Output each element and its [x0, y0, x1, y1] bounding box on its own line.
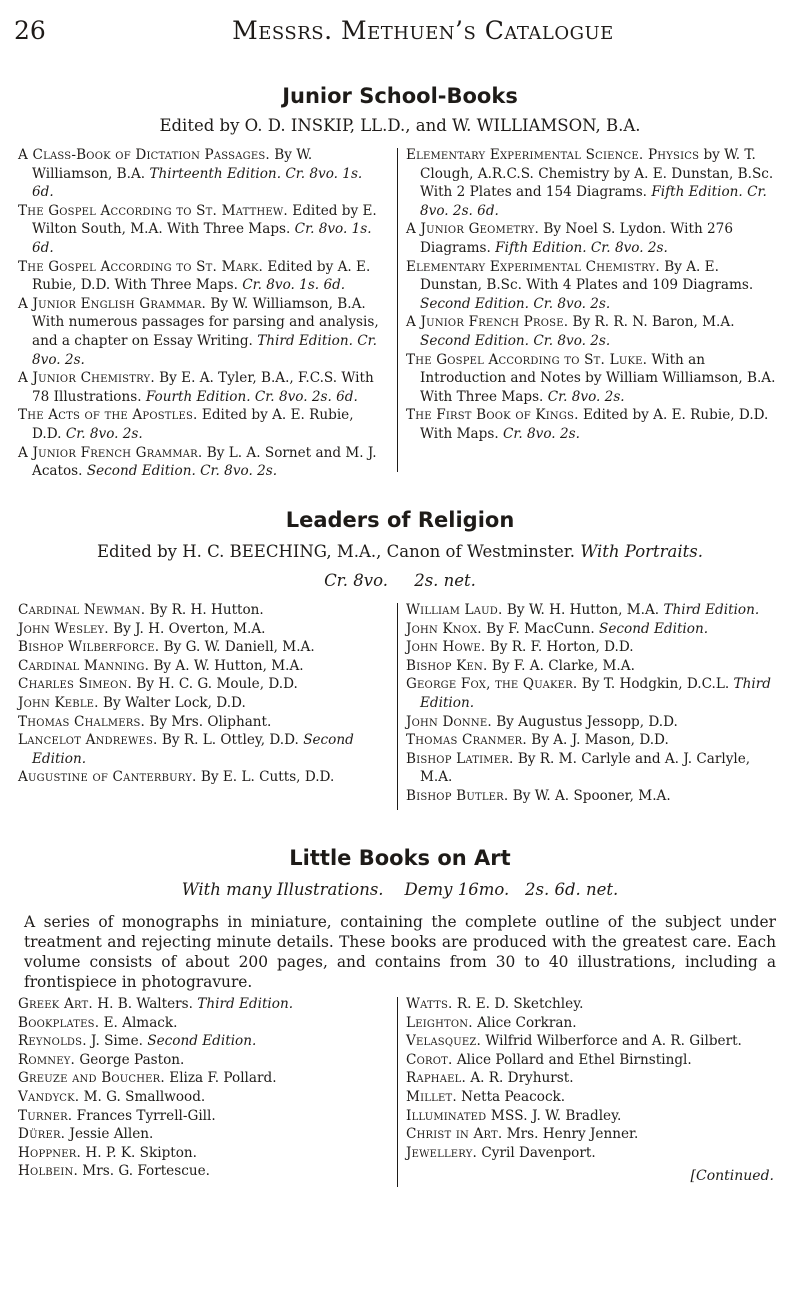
leaders-format-line — [0, 571, 800, 590]
entry-title: Greuze and Boucher. — [18, 1070, 165, 1087]
entry-details: Edited by A. E. Rubie, D.D. — [32, 407, 354, 442]
entry-title: The First Book of Kings. — [406, 407, 579, 424]
entry-price: Cr. 8vo. 2s. 6d. — [420, 184, 767, 219]
catalogue-entry — [406, 787, 778, 806]
entry-details: By J. H. Overton, M.A. — [113, 620, 266, 637]
entry-title: A Junior Geometry. — [406, 221, 540, 238]
entry-details: H. P. K. Skipton. — [85, 1144, 197, 1161]
entry-details: By Walter Lock, D.D. — [103, 694, 246, 711]
catalogue-entry — [18, 694, 386, 713]
entry-title: Watts. — [406, 996, 453, 1012]
entry-details: By E. A. Tyler, B.A., F.C.S. With 78 Illustrations. — [32, 370, 374, 405]
catalogue-entry — [18, 995, 386, 1014]
entry-edition: Second Edition. — [147, 1033, 257, 1050]
entry-details: By L. A. Sornet and M. J. Acatos. — [32, 444, 377, 480]
catalogue-entry — [406, 601, 778, 620]
entry-edition: Fifth Edition. — [495, 239, 587, 256]
junior-right-column — [406, 146, 778, 444]
section-subtitle-junior-school-books: Edited by O. D. INSKIP, LL.D., and W. WILLIAMSON, B.A. — [159, 116, 641, 135]
entry-title: The Acts of the Apostles. — [18, 407, 198, 424]
entry-details: By T. Hodgkin, D.C.L. — [581, 676, 730, 693]
catalogue-entry — [406, 1014, 778, 1033]
leaders-format: Cr. 8vo. — [324, 571, 388, 590]
catalogue-entry — [18, 146, 386, 202]
entry-details: Frances Tyrrell-Gill. — [76, 1107, 216, 1124]
entry-title: Bishop Ken. — [406, 657, 488, 674]
entry-details: By R. M. Carlyle and A. J. Carlyle, M.A. — [420, 750, 751, 786]
catalogue-entry — [406, 1069, 778, 1088]
entry-title: John Knox. — [406, 620, 482, 637]
entry-title: John Howe. — [406, 639, 486, 656]
catalogue-entry — [18, 202, 386, 258]
entry-title: Velasquez. — [406, 1033, 482, 1050]
entry-price: Cr. 8vo. 1s. 6d. — [242, 277, 346, 294]
catalogue-entry — [406, 995, 778, 1014]
catalogue-entry — [18, 731, 386, 768]
entry-edition: Second Edition. — [420, 332, 529, 349]
entry-title: Jewellery. — [406, 1144, 478, 1161]
entry-title: John Wesley. — [18, 620, 109, 637]
entry-title: Holbein. — [18, 1163, 78, 1180]
entry-details: By G. W. Daniell, M.A. — [163, 639, 315, 656]
entry-title: Thomas Chalmers. — [18, 713, 146, 730]
entry-title: Turner. — [18, 1107, 73, 1124]
entry-details: By A. E. Dunstan, B.Sc. With 4 Plates and 109 Diagrams. — [420, 258, 754, 294]
catalogue-entry — [406, 1088, 778, 1107]
entry-title: Leighton. — [406, 1014, 473, 1031]
entry-title: Reynolds. — [18, 1033, 87, 1050]
catalogue-entry — [18, 295, 386, 369]
entry-title: The Gospel According to St. Mark. — [18, 258, 264, 275]
entry-title: A Junior French Grammar. — [18, 444, 203, 461]
entry-title: Thomas Cranmer. — [406, 732, 527, 749]
catalogue-entry — [406, 713, 778, 732]
entry-details: Cyril Davenport. — [481, 1144, 596, 1161]
entry-title: Charles Simeon. — [18, 676, 133, 693]
leaders-portraits: With Portraits. — [580, 542, 703, 561]
entry-price: Cr. 8vo. 1s. 6d. — [32, 221, 372, 256]
entry-edition: Fourth Edition. — [145, 388, 251, 405]
entry-details: J. W. Bradley. — [532, 1107, 622, 1124]
entry-title: John Keble. — [18, 694, 99, 711]
catalogue-entry — [406, 351, 778, 407]
entry-title: Bishop Latimer. — [406, 750, 514, 767]
continued-note: [Continued. — [690, 1168, 774, 1184]
entry-details: By E. L. Cutts, D.D. — [200, 769, 335, 786]
entry-title: A Junior English Grammar. — [18, 295, 207, 312]
catalogue-entry — [18, 1014, 386, 1033]
catalogue-entry — [18, 768, 386, 787]
entry-title: Raphael. — [406, 1070, 466, 1087]
catalogue-entry — [406, 313, 778, 350]
entry-title: A Class-Book of Dictation Passages. — [18, 147, 270, 163]
entry-title: William Laud. — [406, 602, 503, 618]
catalogue-entry — [18, 1144, 386, 1163]
entry-edition: Second Edition. — [32, 732, 354, 767]
entry-details: George Paston. — [79, 1051, 185, 1068]
running-title: Messrs. Methuen’s Catalogue — [232, 16, 614, 45]
catalogue-entry — [18, 1088, 386, 1107]
catalogue-entry — [18, 1107, 386, 1126]
entry-title: George Fox, the Quaker. — [406, 676, 578, 693]
entry-price: Cr. 8vo. 2s. — [533, 295, 611, 312]
entry-edition: Third Edition. — [663, 602, 760, 618]
entry-title: Hoppner. — [18, 1144, 82, 1161]
entry-details: With an Introduction and Notes by William Williamson, B.A. With Three Maps. — [420, 351, 776, 405]
catalogue-entry — [406, 675, 778, 712]
entry-title: Elementary Experimental Science. Physics — [406, 147, 700, 163]
leaders-left-column — [18, 601, 386, 787]
junior-left-column — [18, 146, 386, 481]
entry-details: By H. C. G. Moule, D.D. — [136, 676, 298, 693]
entry-title: Illuminated MSS. — [406, 1107, 528, 1124]
entry-details: Wilfrid Wilberforce and A. R. Gilbert. — [485, 1033, 742, 1050]
entry-title: Dürer. — [18, 1126, 66, 1143]
entry-title: Vandyck. — [18, 1088, 80, 1105]
entry-details: H. B. Walters. — [97, 996, 193, 1012]
entry-details: Edited by A. E. Rubie, D.D. With Three Maps. — [32, 258, 371, 294]
catalogue-entry — [18, 1032, 386, 1051]
running-head — [14, 14, 780, 50]
entry-title: Cardinal Manning. — [18, 657, 150, 674]
entry-details: Mrs. Henry Jenner. — [506, 1126, 639, 1143]
entry-title: A Junior French Prose. — [406, 314, 569, 331]
catalogue-entry — [406, 657, 778, 676]
entry-details: By W. A. Spooner, M.A. — [512, 787, 671, 804]
catalogue-entry — [18, 601, 386, 620]
entry-title: A Junior Chemistry. — [18, 370, 155, 387]
entry-title: Bishop Butler. — [406, 787, 509, 804]
section-title-little-books-on-art: Little Books on Art — [289, 846, 511, 870]
catalogue-entry — [406, 146, 778, 220]
entry-details: Netta Peacock. — [461, 1088, 566, 1105]
entry-details: By R. H. Hutton. — [149, 602, 264, 618]
entry-price: Cr. 8vo. 2s. 6d. — [254, 388, 358, 405]
entry-title: Romney. — [18, 1051, 76, 1068]
entry-edition: Third Edition. — [197, 996, 294, 1012]
catalogue-entry — [406, 1032, 778, 1051]
entry-title: John Donne. — [406, 713, 492, 730]
catalogue-entry — [406, 638, 778, 657]
entry-price: Cr. 8vo. 2s. — [502, 425, 580, 442]
column-divider — [397, 148, 398, 472]
catalogue-entry — [406, 750, 778, 787]
entry-details: By W. Williamson, B.A. — [32, 147, 313, 182]
entry-details: M. G. Smallwood. — [83, 1088, 206, 1105]
entry-edition: Second Edition. — [420, 295, 529, 312]
entry-details: By Noel S. Lydon. With 276 Diagrams. — [420, 221, 733, 256]
entry-edition: Fifth Edition. — [651, 184, 743, 201]
page-number: 26 — [14, 16, 46, 45]
entry-details: Mrs. G. Fortescue. — [82, 1163, 210, 1180]
catalogue-entry — [406, 620, 778, 639]
entry-title: Bookplates. — [18, 1014, 100, 1031]
catalogue-entry — [18, 1051, 386, 1070]
catalogue-entry — [406, 406, 778, 443]
leaders-right-column — [406, 601, 778, 806]
column-divider — [397, 603, 398, 810]
art-series-description: A series of monographs in miniature, containing the complete outline of the subject under treatment and rejecting minute details. These books are produced with the greatest care. Each volume consists of about 200 pages, and contains from 30 to 40 illustrations, including a frontispiece in photogravure. — [24, 913, 776, 991]
entry-details: By A. W. Hutton, M.A. — [153, 657, 304, 674]
entry-details: Edited by E. Wilton South, M.A. With Three Maps. — [32, 202, 377, 238]
catalogue-entry — [18, 1069, 386, 1088]
entry-price: Cr. 8vo. 2s. — [65, 425, 143, 442]
catalogue-entry — [18, 406, 386, 443]
catalogue-entry — [406, 1125, 778, 1144]
catalogue-entry — [18, 1162, 386, 1181]
art-price: 2s. 6d. net. — [525, 880, 619, 899]
entry-edition: Second Edition. — [86, 463, 196, 480]
entry-details: Edited by A. E. Rubie, D.D. With Maps. — [420, 407, 769, 442]
entry-details: By R. R. N. Baron, M.A. — [572, 314, 735, 331]
catalogue-entry — [406, 220, 778, 257]
catalogue-entry — [18, 369, 386, 406]
entry-price: Cr. 8vo. 2s. — [547, 388, 625, 405]
art-right-column — [406, 995, 778, 1162]
column-divider — [397, 997, 398, 1187]
entry-title: Augustine of Canterbury. — [18, 769, 197, 786]
entry-details: By R. F. Horton, D.D. — [489, 639, 634, 656]
leaders-editor: Edited by H. C. BEECHING, M.A., Canon of Westminster. — [96, 542, 576, 561]
entry-title: Lancelot Andrewes. — [18, 732, 158, 749]
entry-title: Corot. — [406, 1051, 453, 1068]
entry-title: Millet. — [406, 1088, 457, 1105]
entry-title: Cardinal Newman. — [18, 602, 146, 618]
art-illustrations: With many Illustrations. — [181, 880, 384, 899]
entry-title: Elementary Experimental Chemistry. — [406, 258, 660, 275]
art-left-column — [18, 995, 386, 1181]
catalogue-entry — [18, 620, 386, 639]
entry-details: Alice Pollard and Ethel Birnstingl. — [456, 1051, 692, 1068]
entry-details: By Mrs. Oliphant. — [149, 713, 272, 730]
entry-title: Greek Art. — [18, 996, 93, 1012]
entry-details: By W. H. Hutton, M.A. — [506, 602, 660, 618]
entry-price: Cr. 8vo. 2s. — [533, 332, 611, 349]
entry-details: By R. L. Ottley, D.D. — [161, 732, 299, 749]
art-format: Demy 16mo. — [404, 880, 510, 899]
entry-details: R. E. D. Sketchley. — [456, 996, 584, 1012]
catalogue-entry — [18, 675, 386, 694]
entry-details: By W. Williamson, B.A. With numerous passages for parsing and analysis, and a chapter on Essay Writing. — [32, 295, 379, 349]
catalogue-entry — [18, 258, 386, 295]
catalogue-entry — [18, 713, 386, 732]
entry-title: Bishop Wilberforce. — [18, 639, 160, 656]
entry-price: Cr. 8vo. 1s. 6d. — [32, 165, 363, 201]
entry-title: The Gospel According to St. Matthew. — [18, 202, 288, 219]
entry-details: Jessie Allen. — [69, 1126, 154, 1143]
catalogue-entry — [406, 731, 778, 750]
section-title-leaders-of-religion: Leaders of Religion — [285, 508, 515, 532]
catalogue-entry — [18, 1125, 386, 1144]
catalogue-entry — [406, 1144, 778, 1163]
section-title-junior-school-books: Junior School-Books — [282, 84, 518, 108]
entry-details: By Augustus Jessopp, D.D. — [496, 713, 678, 730]
catalogue-entry — [18, 657, 386, 676]
catalogue-entry — [406, 1107, 778, 1126]
entry-details: J. Sime. — [91, 1033, 143, 1050]
entry-edition: Third Edition. — [257, 332, 353, 349]
catalogue-entry — [406, 258, 778, 314]
catalogue-entry — [18, 638, 386, 657]
entry-details: By F. MacCunn. — [486, 620, 595, 637]
entry-details: Alice Corkran. — [477, 1014, 577, 1031]
catalogue-entry — [406, 1051, 778, 1070]
entry-title: Christ in Art. — [406, 1126, 503, 1143]
entry-edition: Thirteenth Edition. — [149, 165, 282, 182]
entry-details: Eliza F. Pollard. — [169, 1070, 277, 1087]
entry-title: The Gospel According to St. Luke. — [406, 351, 648, 368]
entry-details: By A. J. Mason, D.D. — [531, 732, 669, 749]
entry-edition: Third Edition. — [420, 676, 771, 711]
entry-price: Cr. 8vo. 2s. — [590, 239, 668, 256]
entry-edition: Second Edition. — [599, 620, 709, 637]
catalogue-entry — [18, 444, 386, 481]
section-subtitle-leaders-of-religion — [0, 542, 800, 561]
entry-details: E. Almack. — [103, 1014, 178, 1031]
entry-price: Cr. 8vo. 2s. — [200, 463, 278, 480]
entry-details: A. R. Dryhurst. — [470, 1070, 574, 1087]
art-subtitle-line — [0, 880, 800, 899]
leaders-price: 2s. net. — [414, 571, 476, 590]
entry-details: By F. A. Clarke, M.A. — [491, 657, 635, 674]
entry-price: Cr. 8vo. 2s. — [32, 332, 377, 368]
entry-details: by W. T. Clough, A.R.C.S. Chemistry by A. E. Dunstan, B.Sc. With 2 Plates and 154 Diagrams. — [420, 147, 774, 201]
